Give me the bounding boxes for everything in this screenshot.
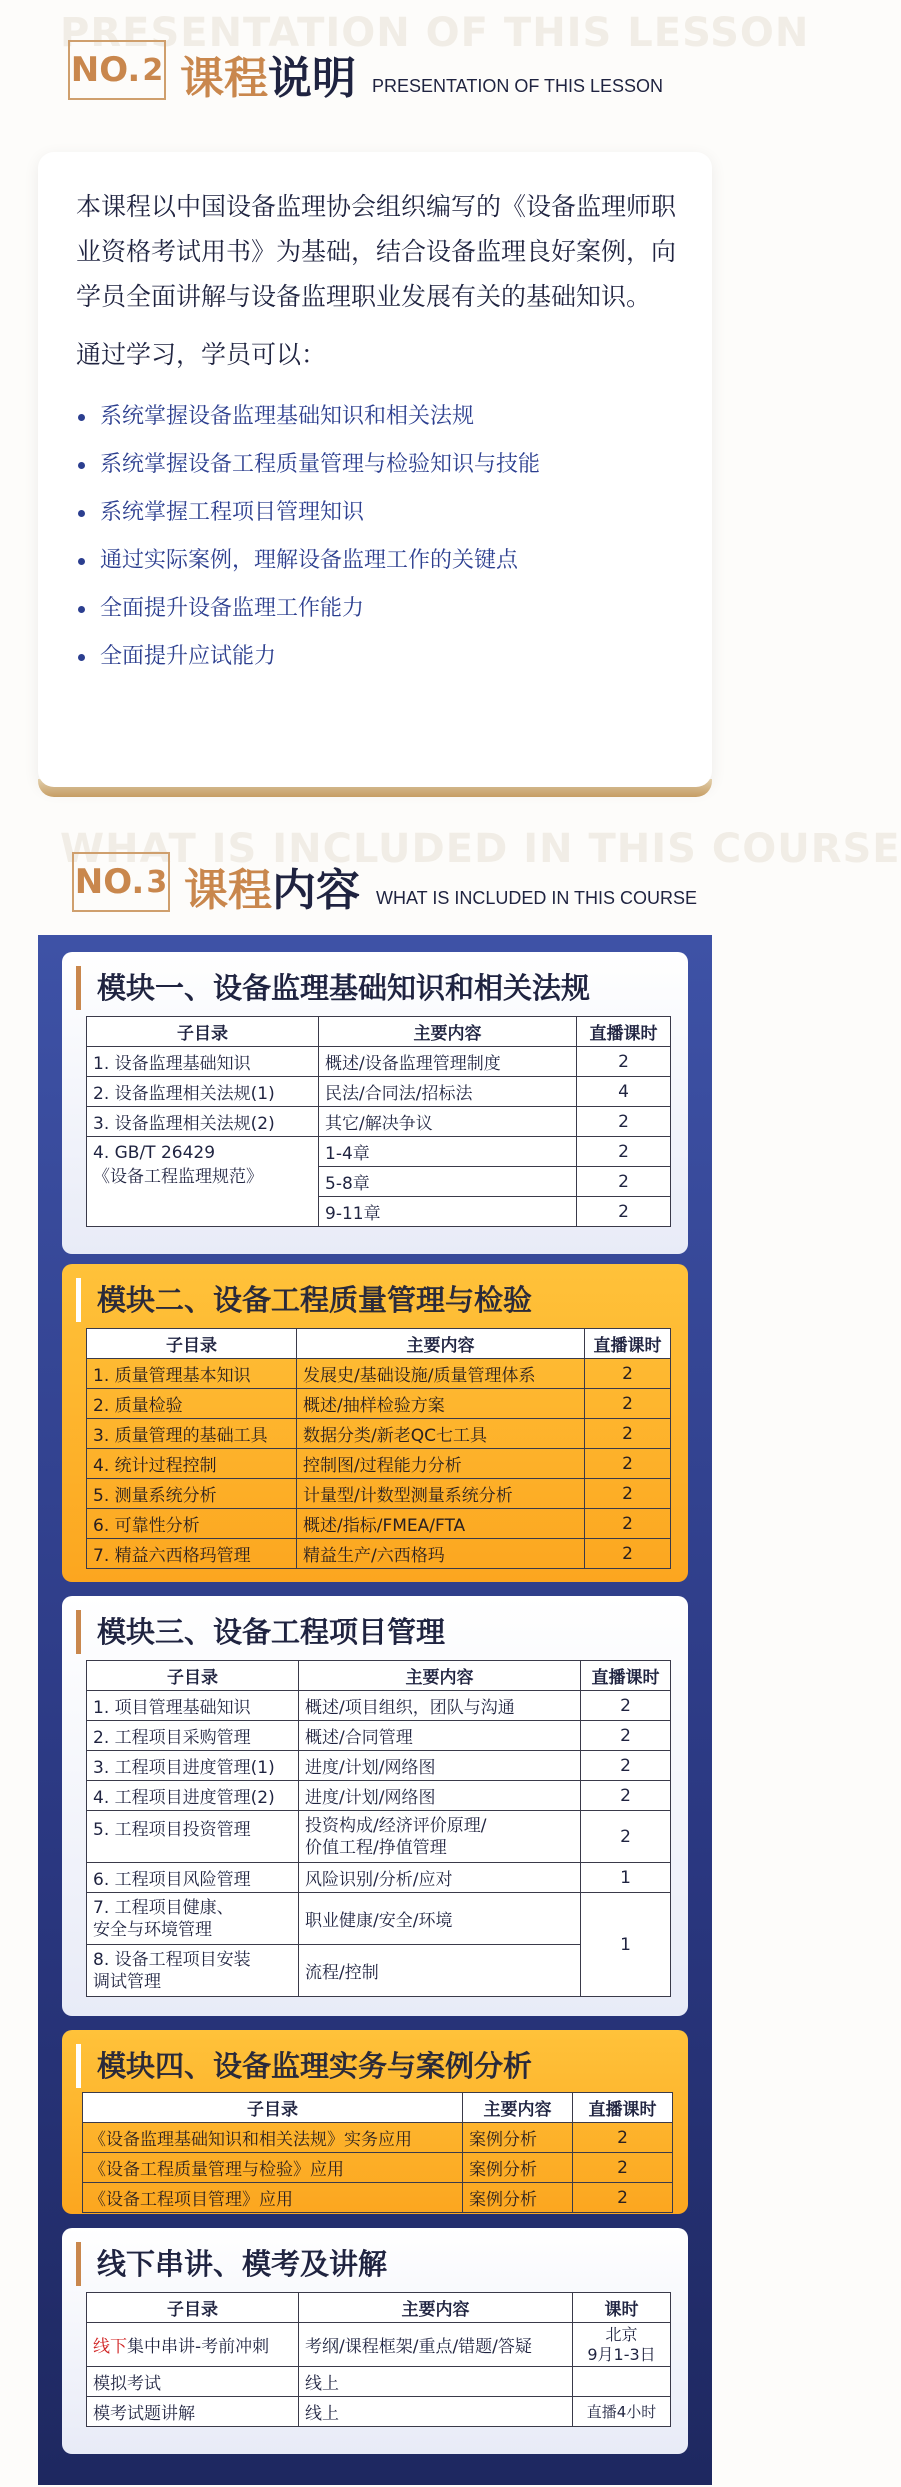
module-title: 模块四、设备监理实务与案例分析 [76,2044,532,2088]
section-number-badge [68,40,166,100]
cell-dir: 《设备工程项目管理》应用 [83,2183,463,2213]
table-row [87,1509,671,1539]
cell-dir: 2. 质量检验 [87,1389,297,1419]
cell-content: 概述/项目组织，团队与沟通 [299,1691,581,1721]
gb-code: 4. GB/T 26429 [93,1143,216,1163]
dir-text: 集中串讲-考前冲刺 [127,2337,270,2357]
cell-hours: 2 [577,1197,671,1227]
module-title: 模块二、设备工程质量管理与检验 [76,1278,532,1322]
cell-hours: 2 [581,1691,671,1721]
table-row [87,1479,671,1509]
cell-dir: 6. 可靠性分析 [87,1509,297,1539]
no-prefix: NO. [70,50,141,90]
table-row [83,2123,673,2153]
cell-content: 概述/设备监理管理制度 [319,1047,577,1077]
column-header: 直播课时 [581,1661,671,1691]
module-title: 线下串讲、模考及讲解 [76,2242,387,2286]
table-row [87,1751,671,1781]
column-header: 子目录 [87,1661,299,1691]
section-title [184,854,360,918]
dir-line: 8. 设备工程项目安装 [93,1949,251,1970]
cell-content: 概述/合同管理 [299,1721,581,1751]
module-1-table [86,1016,671,1227]
table-row [87,2323,671,2367]
cell-hours: 2 [573,2183,673,2213]
cell-dir: 2. 设备监理相关法规(1) [87,1077,319,1107]
cell-dir: 4. 工程项目进度管理(2) [87,1781,299,1811]
module-2-card [62,1264,688,1582]
cell-dir: 3. 设备监理相关法规(2) [87,1107,319,1137]
list-item: 系统掌握工程项目管理知识 [76,489,676,537]
cell-hours: 4 [577,1077,671,1107]
column-header: 子目录 [87,1017,319,1047]
cell-content: 进度/计划/网络图 [299,1751,581,1781]
table-row [87,1359,671,1389]
lesson-intro: 通过学习，学员可以： [76,340,327,369]
section-subtitle: WHAT IS INCLUDED IN THIS COURSE [376,888,698,908]
cell-content: 数据分类/新老QC七工具 [297,1419,585,1449]
table-row [87,2367,671,2397]
cell-hours: 2 [585,1419,671,1449]
dir-line: 7. 工程项目健康、 [93,1897,234,1918]
cell-hours: 1 [581,1893,671,1997]
cell-hours: 2 [585,1449,671,1479]
column-header: 子目录 [87,2293,299,2323]
cell-hours: 2 [581,1781,671,1811]
cell-hours: 2 [585,1539,671,1569]
cell-hours [573,2367,671,2397]
cell-hours: 2 [573,2123,673,2153]
section-title-main: 说明 [268,53,356,104]
cell-dir [87,2323,299,2367]
list-item: 系统掌握设备监理基础知识和相关法规 [76,393,676,441]
no-prefix: NO. [74,862,145,902]
list-item: 通过实际案例，理解设备监理工作的关键点 [76,537,676,585]
cell-dir: 模拟考试 [87,2367,299,2397]
cell-dir: 3. 质量管理的基础工具 [87,1419,297,1449]
cell-hours: 1 [581,1863,671,1893]
cell-hours: 2 [585,1479,671,1509]
hours-line: 9月1-3日 [587,2344,656,2364]
content-line: 投资构成/经济评价原理/ [305,1815,487,1836]
cell-dir [87,1137,319,1227]
table-row [87,1449,671,1479]
gb-title: 《设备工程监理规范》 [93,1167,263,1187]
cell-content: 职业健康/安全/环境 [299,1893,581,1945]
table-row [87,1811,671,1863]
table-row [87,1107,671,1137]
column-header: 主要内容 [297,1329,585,1359]
ghost-heading: PRESENTATION OF THIS LESSON [60,10,810,56]
cell-dir: 1. 设备监理基础知识 [87,1047,319,1077]
table-row [87,1691,671,1721]
table-row [87,2397,671,2427]
cell-content: 控制图/过程能力分析 [297,1449,585,1479]
column-header: 直播课时 [585,1329,671,1359]
cell-hours: 2 [585,1509,671,1539]
cell-content: 进度/计划/网络图 [299,1781,581,1811]
module-5-card [62,2228,688,2454]
cell-content: 9-11章 [319,1197,577,1227]
table-row [87,1047,671,1077]
list-item: 系统掌握设备工程质量管理与检验知识与技能 [76,441,676,489]
cell-dir: 《设备工程质量管理与检验》应用 [83,2153,463,2183]
cell-content: 风险识别/分析/应对 [299,1863,581,1893]
cell-content: 概述/抽样检验方案 [297,1389,585,1419]
module-title: 模块三、设备工程项目管理 [76,1610,445,1654]
table-row [87,1077,671,1107]
section-title-main: 内容 [272,865,360,916]
cell-dir [87,1945,299,1997]
module-5-table [86,2292,671,2427]
section-number-badge [72,852,170,912]
cell-content: 案例分析 [463,2153,573,2183]
section-subtitle: PRESENTATION OF THIS LESSON [372,76,664,96]
offline-tag: 线下 [93,2337,127,2357]
cell-hours: 2 [581,1751,671,1781]
cell-dir: 模考试题讲解 [87,2397,299,2427]
section-header-lesson [0,10,810,104]
column-header: 子目录 [83,2093,463,2123]
cell-content: 线上 [299,2397,573,2427]
cell-dir: 《设备监理基础知识和相关法规》实务应用 [83,2123,463,2153]
module-2-table [86,1328,671,1569]
table-row [87,1721,671,1751]
table-row [87,1893,671,1945]
cell-dir [87,1893,299,1945]
column-header: 直播课时 [577,1017,671,1047]
column-header: 课时 [573,2293,671,2323]
cell-hours: 2 [585,1389,671,1419]
no-number: 2 [142,52,164,88]
cell-dir: 5. 测量系统分析 [87,1479,297,1509]
module-4-table [82,2092,673,2213]
cell-hours: 2 [577,1047,671,1077]
cell-dir: 1. 质量管理基本知识 [87,1359,297,1389]
table-row [83,2153,673,2183]
cell-dir: 6. 工程项目风险管理 [87,1863,299,1893]
table-row [87,1389,671,1419]
cell-hours: 2 [577,1137,671,1167]
cell-dir: 4. 统计过程控制 [87,1449,297,1479]
column-header: 主要内容 [463,2093,573,2123]
lesson-description-card [38,152,712,787]
section-header-content [0,826,901,916]
table-row [87,1419,671,1449]
module-3-card [62,1596,688,2016]
module-3-table [86,1660,671,1997]
column-header: 主要内容 [299,2293,573,2323]
cell-dir: 1. 项目管理基础知识 [87,1691,299,1721]
cell-content: 发展史/基础设施/质量管理体系 [297,1359,585,1389]
cell-content: 其它/解决争议 [319,1107,577,1137]
column-header: 主要内容 [319,1017,577,1047]
cell-content: 流程/控制 [299,1945,581,1997]
table-row [87,1863,671,1893]
section-title [180,42,356,106]
cell-dir: 3. 工程项目进度管理(1) [87,1751,299,1781]
content-line: 价值工程/挣值管理 [305,1837,447,1858]
cell-content: 1-4章 [319,1137,577,1167]
column-header: 子目录 [87,1329,297,1359]
list-item: 全面提升应试能力 [76,633,676,681]
list-item: 全面提升设备监理工作能力 [76,585,676,633]
no-number: 3 [146,864,168,900]
table-row [87,1781,671,1811]
cell-hours: 直播4小时 [573,2397,671,2427]
cell-dir: 5. 工程项目投资管理 [87,1811,299,1863]
cell-content: 线上 [299,2367,573,2397]
cell-hours: 2 [577,1107,671,1137]
section-title-accent: 课程 [180,53,268,104]
cell-content: 案例分析 [463,2183,573,2213]
cell-content: 案例分析 [463,2123,573,2153]
cell-hours: 2 [577,1167,671,1197]
cell-dir: 7. 精益六西格玛管理 [87,1539,297,1569]
dir-line: 安全与环境管理 [93,1919,212,1940]
goal-list [76,393,676,681]
column-header: 主要内容 [299,1661,581,1691]
dir-line: 调试管理 [93,1971,161,1992]
module-title: 模块一、设备监理基础知识和相关法规 [76,966,590,1010]
hours-line: 北京 [605,2324,638,2344]
table-row [87,1137,671,1167]
cell-hours: 2 [585,1359,671,1389]
module-1-card [62,952,688,1254]
module-4-card [62,2030,688,2214]
cell-content [299,1811,581,1863]
cell-hours: 2 [581,1721,671,1751]
cell-content: 计量型/计数型测量系统分析 [297,1479,585,1509]
section-title-accent: 课程 [184,865,272,916]
cell-content: 精益生产/六西格玛 [297,1539,585,1569]
cell-content: 民法/合同法/招标法 [319,1077,577,1107]
cell-content: 5-8章 [319,1167,577,1197]
lesson-paragraph: 本课程以中国设备监理协会组织编写的《设备监理师职业资格考试用书》为基础，结合设备监理良好案例，向学员全面讲解与设备监理职业发展有关的基础知识。 [76,192,677,311]
cell-hours: 2 [573,2153,673,2183]
cell-hours: 2 [581,1811,671,1863]
cell-hours [573,2323,671,2367]
cell-dir: 2. 工程项目采购管理 [87,1721,299,1751]
cell-content: 概述/指标/FMEA/FTA [297,1509,585,1539]
table-row [87,1539,671,1569]
ghost-heading: WHAT IS INCLUDED IN THIS COURSE [60,826,901,872]
column-header: 直播课时 [573,2093,673,2123]
table-row [83,2183,673,2213]
cell-content: 考纲/课程框架/重点/错题/答疑 [299,2323,573,2367]
